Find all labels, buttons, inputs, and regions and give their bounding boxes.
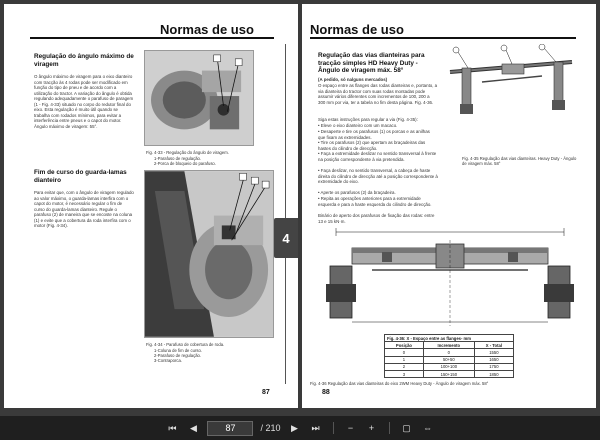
table-cell: 150+150	[423, 370, 474, 377]
table-row	[385, 356, 514, 363]
caption-item: 2-Porca de bloqueio do parafuso.	[154, 161, 216, 166]
table-cell: 1550	[474, 349, 513, 356]
step-item: • Faça deslizar, no sentido transversal, a cabeça de haste direita do cilindro de direcção até a posição correspondente à extremidade do eixo.	[318, 168, 438, 184]
page-number: 87	[262, 389, 270, 396]
track-width-table	[384, 334, 514, 378]
header-rule	[30, 37, 274, 39]
last-page-icon[interactable]: ⏭	[311, 422, 320, 433]
step-item: • Repita as operações anteriores para a extremidade esquerda e para a haste esquerda do cilindro de direcção.	[318, 196, 432, 207]
step-item: • Aperte os parafusos (2) da braçadeira.	[318, 190, 396, 195]
table-row	[385, 349, 514, 356]
prev-page-icon[interactable]: ◀	[190, 422, 197, 433]
table-cell: 1750	[474, 363, 513, 370]
page-number-input[interactable]	[207, 421, 253, 436]
page-left	[4, 4, 298, 408]
fit-page-icon[interactable]: ▢	[402, 422, 411, 433]
page-number: 88	[322, 389, 330, 396]
page-header: Normas de uso	[160, 22, 254, 37]
figure-4-34-photo	[144, 170, 274, 338]
table-cell: 2	[385, 363, 424, 370]
table-cell: 0	[385, 349, 424, 356]
step-item: • Desaperte e tire os parafusos (1) os porcas e as anilhas que fixam as extremidades.	[318, 129, 430, 140]
next-page-icon[interactable]: ▶	[291, 422, 298, 433]
figure-caption: Fig. 4-33 - Regulação do ângulo de viragem.	[146, 150, 229, 155]
header-rule	[310, 37, 576, 39]
table-cell: 50+50	[423, 356, 474, 363]
caption-item: 3-Contraporca.	[154, 358, 182, 363]
section-body: O ângulo máximo de viragem para o eixo dianteiro com tracção às 4 rodas pode ser modificado em função do tipo de pneu e de acordo com a utilização do tractor. A variação do ângulo é obtida regulando adequadamente o parafuso de paragem (1 - Fig. 4-33) situado no corpo do redutor final do eixo. Esta regulação é muito útil quando se trabalha com rodados mínimos, para evitar a interferência entre pneus e o capot do motor. Ângulo máximo de viragem: 55°.	[34, 74, 134, 129]
table-title: Fig. 4-36: X - Espaço entre as flanges- mm	[385, 335, 514, 342]
zoom-in-icon[interactable]: +	[368, 423, 375, 433]
margin-rule	[285, 44, 286, 384]
caption-item: 1-Coluna de fim de curso.	[154, 348, 202, 353]
total-pages-label: / 210	[260, 423, 281, 433]
table-cell: 1850	[474, 370, 513, 377]
section-intro: O espaço entre as flanges das rodas dianteiras e, portanto, a via dianteira do tractor com suas rodas montadas pode assumir vários diferentes com incrementos de 100, 200 a 300 mm por via, ter a tabela no fim desta página. Fig. 4-36.	[318, 83, 438, 105]
section-body: Para evitar que, com o ângulo de viragem regulado ao valor máximo, o guarda-lamas interfira com o capot do motor, é necessário regular o fim de curso do guarda-lamas dianteiro. Regule o parafuso (2) de maneira que se encoste na coluna (1) e evite que a cobertura da roda interfira com o motor (Fig. 4-34).	[34, 190, 134, 228]
toolbar-divider	[333, 422, 334, 434]
caption-item: 1-Parafuso de regulação.	[154, 156, 202, 161]
table-row	[385, 363, 514, 370]
figure-4-33-photo	[144, 50, 254, 146]
page-header: Normas de uso	[310, 22, 404, 37]
caption-item: 2-Parafuso de regulação.	[154, 353, 202, 358]
table-cell: 100+100	[423, 363, 474, 370]
figure-4-36-drawing	[312, 226, 588, 330]
section-title: Regulação do ângulo máximo de viragem	[34, 53, 134, 68]
figure-caption: Fig. 4-35 Regulação das vias dianteiras. Heavy Duty - Ângulo de viragem máx. 58°	[462, 156, 577, 167]
figure-caption: Fig. 4-36 Regulação das vias dianteiras do eixo 2WM Heavy Duty - Ângulo de viragem máx. 58°	[310, 381, 489, 386]
page-right	[302, 4, 596, 408]
section-subtitle: (A pedido, só nalguns mercados)	[318, 77, 388, 82]
step-item: • Eleve o eixo dianteiro com um macaco.	[318, 123, 398, 128]
table-cell: 1	[385, 356, 424, 363]
toolbar-divider	[389, 422, 390, 434]
steps-intro: Siga estas instruções para regular a via (Fig. 4-35):	[318, 117, 418, 122]
figure-4-35-drawing	[442, 44, 582, 154]
table-row	[385, 370, 514, 377]
fit-width-icon[interactable]: ⇔	[423, 423, 433, 433]
table-header: Incremento	[423, 342, 474, 349]
table-header: X - Total	[474, 342, 513, 349]
pdf-toolbar	[0, 416, 600, 440]
step-item: • Faça a extremidade deslizar no sentido transversal à frente na posição correspondente à via pretendida.	[318, 151, 437, 162]
section-title: Fim de curso do guarda-lamas dianteiro	[34, 169, 127, 184]
table-cell: 3	[385, 370, 424, 377]
table-cell: 0	[423, 349, 474, 356]
table-cell: 1650	[474, 356, 513, 363]
table-header: Posição	[385, 342, 424, 349]
first-page-icon[interactable]: ⏮	[168, 422, 177, 433]
step-item: • Tire os parafusos (2) que apertam as braçadeiras das hastes do cilindro de direcção.	[318, 140, 426, 151]
figure-caption: Fig. 4-34 - Parafuso de cobertura de roda.	[146, 342, 225, 347]
torque-note: Binário de aperto dos parafusos de fixação das rodas: entre 13 e 15 kN·m.	[318, 213, 435, 224]
zoom-out-icon[interactable]: −	[347, 423, 354, 433]
section-title: Regulação das vias dianteiras para tracção simples HD Heavy Duty - Ângulo de viragem máx. 58°	[318, 52, 425, 75]
chapter-tab: 4	[274, 218, 298, 258]
